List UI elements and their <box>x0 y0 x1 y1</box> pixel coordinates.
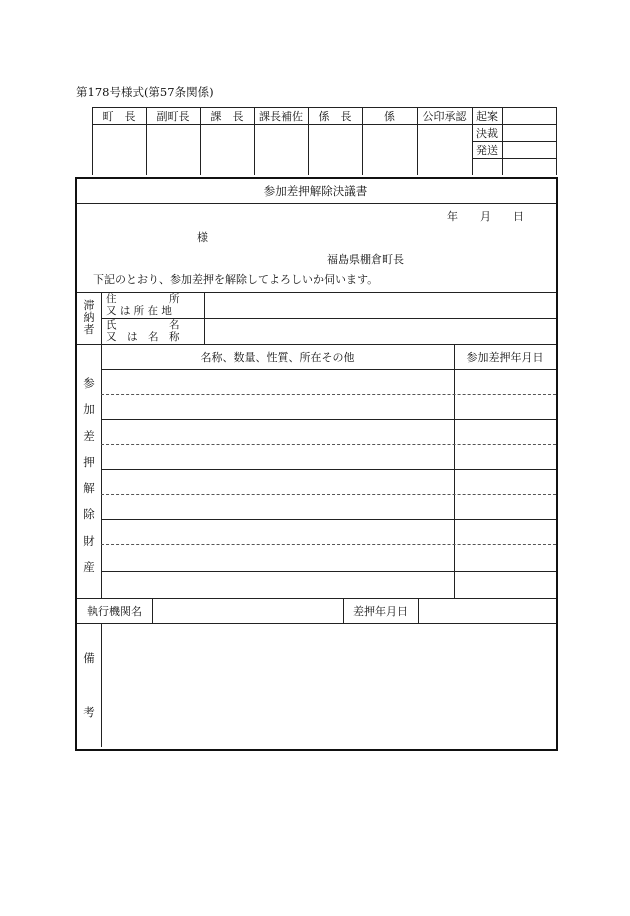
property-col-header-date: 参加差押年月日 <box>466 350 544 364</box>
body-text: 下記のとおり、参加差押を解除してよろしいか伺います。 <box>93 273 379 286</box>
property-label-char-2: 加 <box>83 402 95 417</box>
form-title: 参加差押解除決議書 <box>263 184 368 198</box>
name-field[interactable] <box>205 319 554 344</box>
approval-side-drafted: 起案 <box>476 109 498 123</box>
approval-header-seal-approval: 公印承認 <box>422 109 467 123</box>
name-label-line2: 又 は 名 称 <box>106 331 180 343</box>
taxpayer-label-char-2: 納 <box>83 311 95 324</box>
remarks-field[interactable] <box>102 624 554 746</box>
property-label-char-1: 参 <box>83 376 95 390</box>
seizure-date-label: 差押年月日 <box>353 604 408 618</box>
address-label-line2: 又 は 所 在 地 <box>106 305 172 317</box>
approval-side-decided: 決裁 <box>476 126 498 140</box>
execution-agency-field[interactable] <box>153 599 342 622</box>
date-label: 年 月 日 <box>447 210 524 223</box>
taxpayer-label-char-1: 滞 <box>83 299 95 312</box>
approval-header-subsection-chief: 係 長 <box>318 109 352 123</box>
address-field[interactable] <box>205 293 554 318</box>
sender-name: 福島県棚倉町長 <box>327 253 404 266</box>
remarks-label-char-1: 備 <box>83 651 95 665</box>
approval-header-assistant-chief: 課長補佐 <box>259 109 303 123</box>
property-col-header-description: 名称、数量、性質、所在その他 <box>200 350 355 364</box>
remarks-label <box>77 650 101 720</box>
address-label-line1: 住 所 <box>106 293 180 305</box>
seizure-date-field[interactable] <box>419 599 554 622</box>
remarks-label-char-2: 考 <box>83 705 95 719</box>
property-label-char-5: 解 <box>83 481 95 496</box>
name-label-line1: 氏 名 <box>106 319 180 331</box>
taxpayer-label-char-3: 者 <box>83 323 95 336</box>
approval-header-section-chief: 課 長 <box>210 109 244 123</box>
addressee-suffix: 様 <box>197 231 208 244</box>
property-label-char-8: 産 <box>83 559 95 574</box>
property-label-char-6: 除 <box>83 507 95 522</box>
approval-side-sent: 発送 <box>476 143 498 157</box>
property-label-char-7: 財 <box>83 533 95 548</box>
property-side-label <box>77 375 101 575</box>
property-label-char-3: 差 <box>83 428 95 443</box>
taxpayer-label <box>77 292 101 344</box>
form-number: 第178号様式(第57条関係) <box>76 85 214 99</box>
property-label-char-4: 押 <box>83 454 95 469</box>
approval-header-deputy-mayor: 副町長 <box>156 109 190 123</box>
approval-header-mayor: 町 長 <box>102 109 136 123</box>
execution-agency-label: 執行機関名 <box>87 604 142 618</box>
approval-header-staff: 係 <box>384 109 395 123</box>
